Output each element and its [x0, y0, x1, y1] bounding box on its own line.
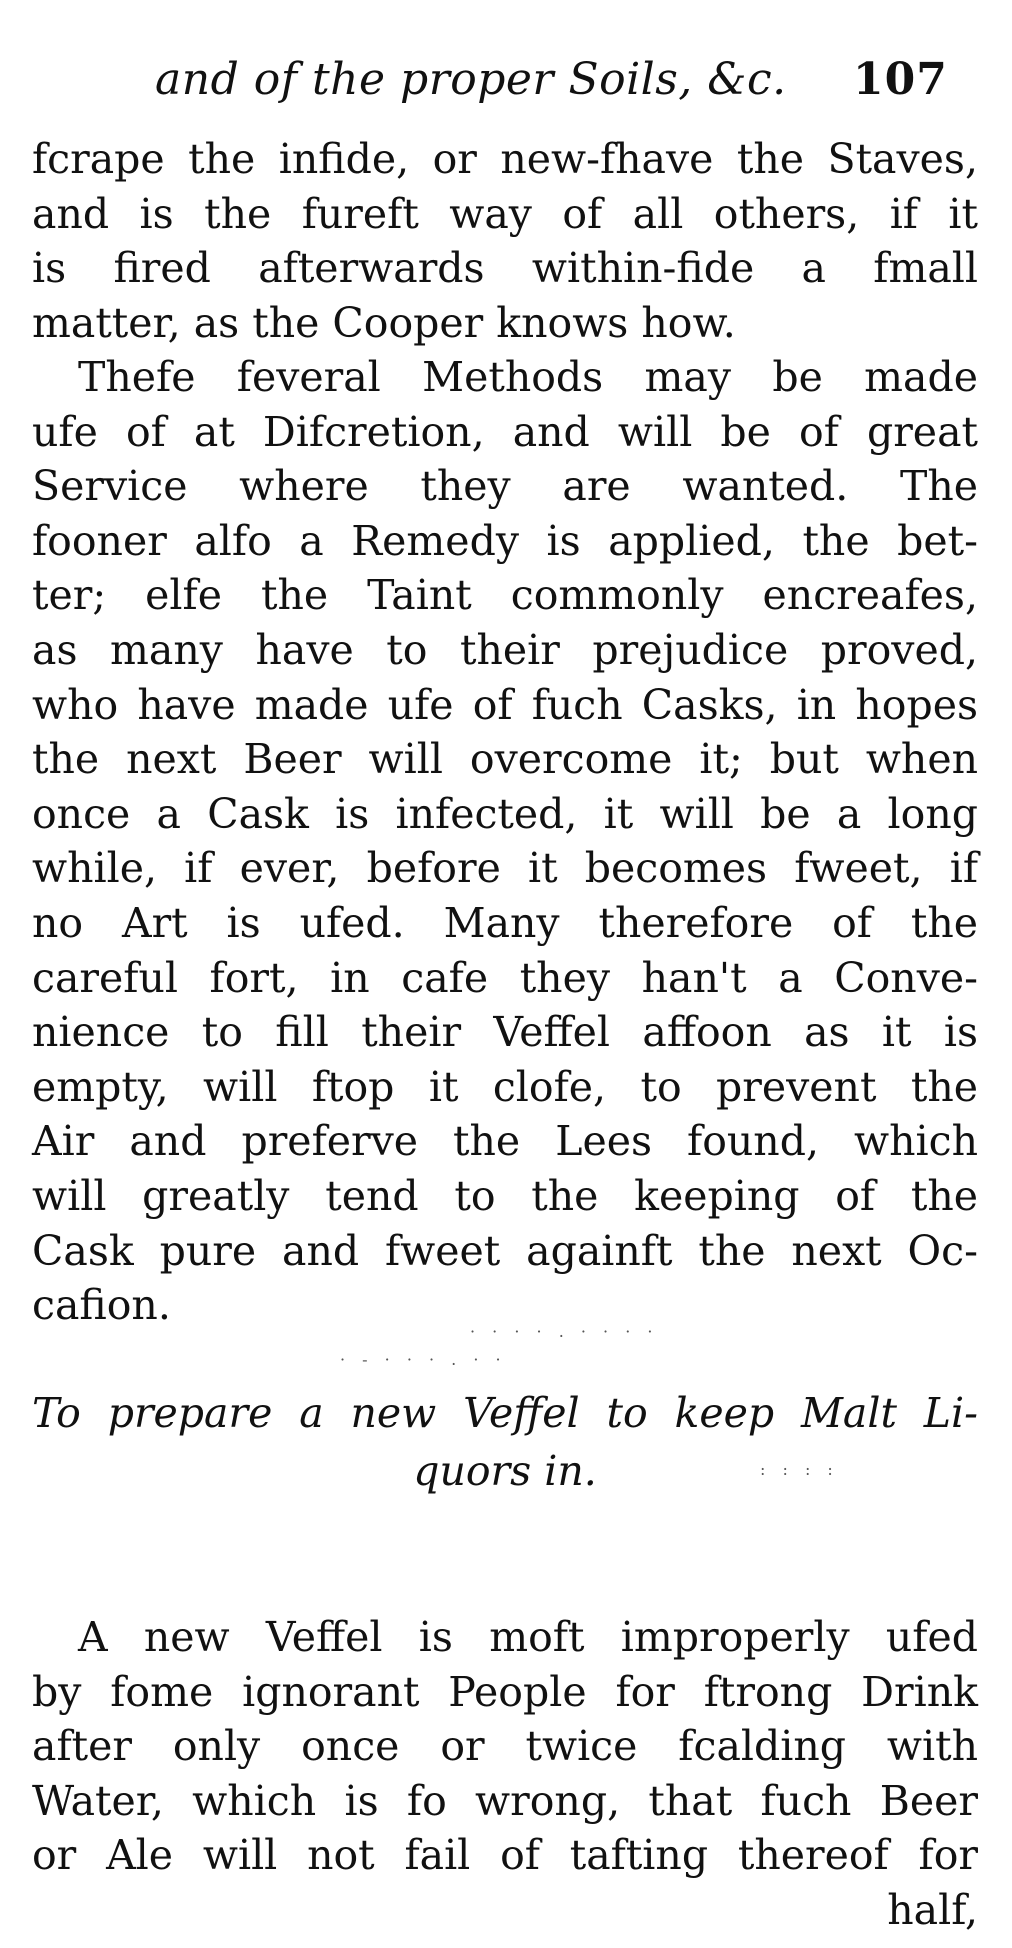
text-line: and is the fureft way of all others, if it [32, 189, 978, 238]
text-line: by fome ignorant People for ftrong Drink [32, 1667, 978, 1716]
text-line: nience to fill their Veffel affoon as it is [32, 1008, 978, 1057]
text-line: is fired afterwards within-fide a fmall [32, 244, 978, 293]
text-line: as many have to their prejudice proved, [32, 625, 978, 674]
text-line: ter; elfe the Taint commonly encreafes, [32, 571, 978, 620]
text-line: the next Beer will overcome it; but when [32, 735, 978, 784]
heading-line: quors in. [413, 1447, 597, 1495]
print-specks: : : : : [760, 1460, 839, 1479]
paragraph-3 [32, 1610, 978, 1938]
print-specks: · · · · . · · · · [470, 1322, 659, 1341]
heading-line: To prepare a new Veffel to keep Malt Li- [32, 1389, 978, 1437]
text-line: will greatly tend to the keeping of the [32, 1171, 978, 1220]
text-line: careful fort, in cafe they han't a Conve- [32, 953, 978, 1002]
paragraph-1 [32, 132, 978, 350]
page-number: 107 [853, 54, 948, 105]
paragraph-2 [32, 350, 978, 1333]
text-line: once a Cask is infected, it will be a long [32, 789, 978, 838]
text-line: cafion. [32, 1281, 171, 1330]
text-line: A new Veffel is moft improperly ufed [78, 1613, 978, 1661]
text-line: while, if ever, before it becomes fweet, if [32, 844, 978, 893]
text-line: fcrape the infide, or new-fhave the Staves, [32, 135, 978, 183]
print-specks: · - · · · . · · [340, 1350, 507, 1369]
text-line: Service where they are wanted. The [32, 462, 978, 511]
page-header [0, 48, 1012, 118]
text-line: Water, which is fo wrong, that fuch Beer [32, 1776, 978, 1825]
text-line: or Ale will not fail of tafting thereof for [32, 1831, 978, 1880]
text-line: fooner alfo a Remedy is applied, the bet- [32, 516, 978, 565]
text-line: Air and preferve the Lees found, which [32, 1117, 978, 1166]
text-line: matter, as the Cooper knows how. [32, 298, 736, 347]
text-line: Thefe feveral Methods may be made [78, 353, 978, 401]
section-heading [32, 1384, 978, 1500]
text-line: after only once or twice fcalding with [32, 1722, 978, 1771]
catchword: half, [887, 1885, 978, 1934]
text-line: empty, will ftop it clofe, to prevent the [32, 1062, 978, 1111]
text-line: Cask pure and fweet againft the next Oc- [32, 1226, 978, 1275]
text-line: no Art is ufed. Many therefore of the [32, 898, 978, 947]
text-line: who have made ufe of fuch Casks, in hopes [32, 680, 978, 729]
running-title: and of the proper Soils, &c. [155, 54, 787, 105]
text-line: ufe of at Difcretion, and will be of great [32, 407, 978, 456]
